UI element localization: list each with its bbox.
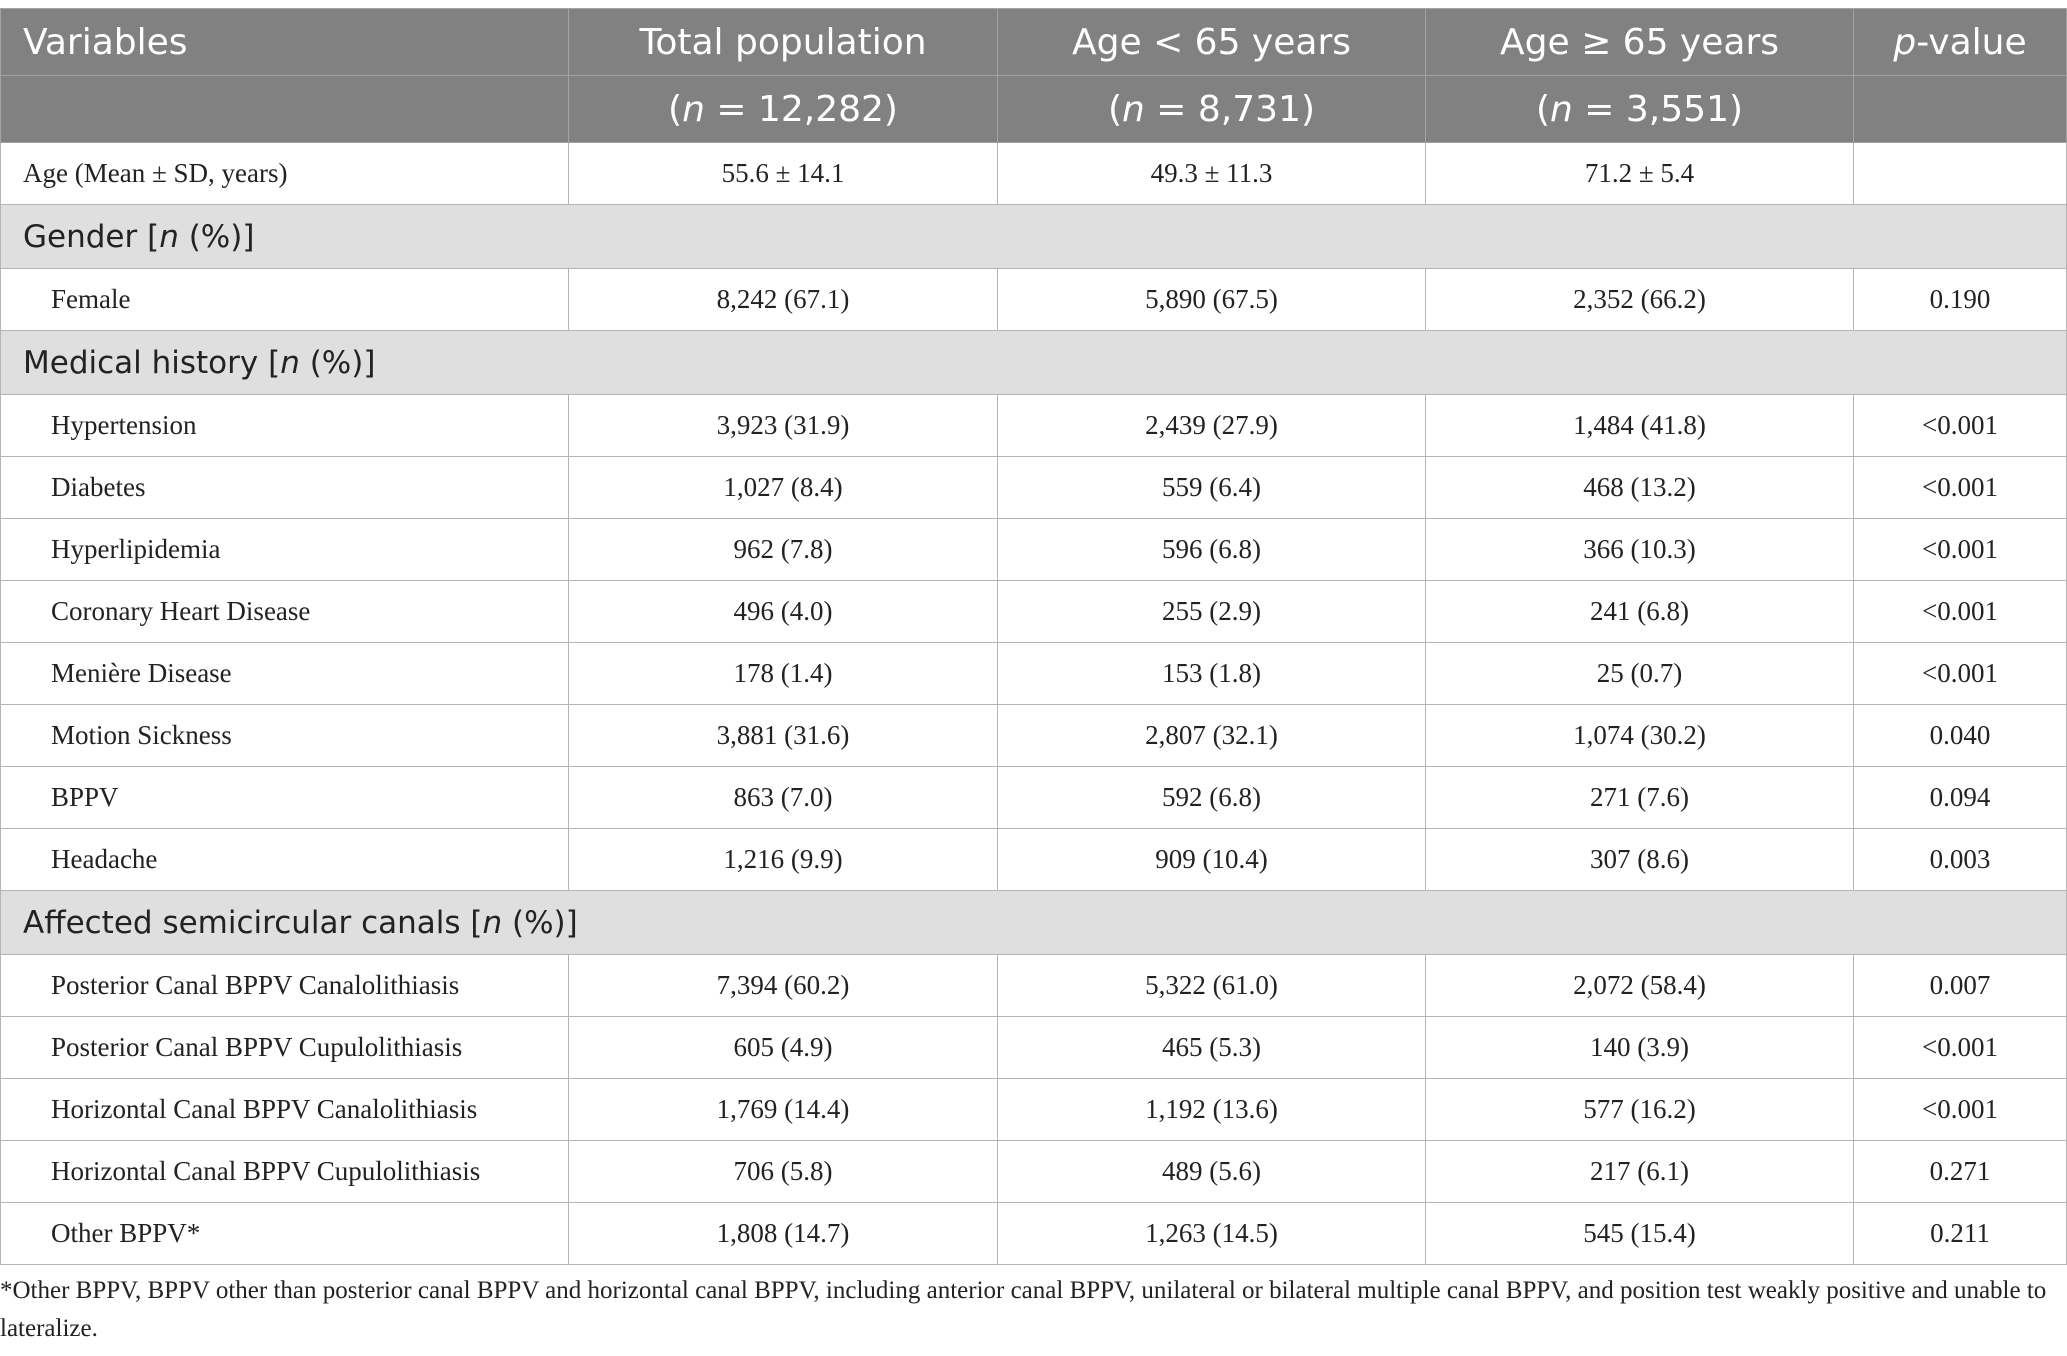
table-row [1, 643, 2067, 705]
cell-under65: 2,439 (27.9) [998, 395, 1426, 457]
table-row [1, 829, 2067, 891]
section-title-pre: Gender [ [23, 218, 160, 255]
cell-under65: 5,322 (61.0) [998, 955, 1426, 1017]
header-total: Total population [569, 9, 998, 76]
row-label: Hyperlipidemia [1, 519, 569, 581]
header-under65: Age < 65 years [998, 9, 1426, 76]
table-header [1, 9, 2067, 143]
cell-over65: 25 (0.7) [1426, 643, 1854, 705]
section-title-pre: Medical history [ [23, 344, 281, 381]
cell-total: 8,242 (67.1) [569, 269, 998, 331]
cell-over65: 1,484 (41.8) [1426, 395, 1854, 457]
cell-pvalue: <0.001 [1854, 581, 2067, 643]
row-label: Female [1, 269, 569, 331]
header-over65: Age ≥ 65 years [1426, 9, 1854, 76]
cell-total: 863 (7.0) [569, 767, 998, 829]
table-row [1, 269, 2067, 331]
cell-over65: 140 (3.9) [1426, 1017, 1854, 1079]
cell-under65: 489 (5.6) [998, 1141, 1426, 1203]
cell-total: 1,027 (8.4) [569, 457, 998, 519]
table-row [1, 705, 2067, 767]
cell-pvalue: 0.003 [1854, 829, 2067, 891]
cell-pvalue: <0.001 [1854, 1017, 2067, 1079]
cell-total: 3,923 (31.9) [569, 395, 998, 457]
table-row [1, 1079, 2067, 1141]
cell-under65: 1,263 (14.5) [998, 1203, 1426, 1265]
cell-total: 3,881 (31.6) [569, 705, 998, 767]
row-label: Hypertension [1, 395, 569, 457]
table-container [0, 8, 2067, 1265]
cell-over65: 307 (8.6) [1426, 829, 1854, 891]
cell-total: 962 (7.8) [569, 519, 998, 581]
cell-over65: 2,072 (58.4) [1426, 955, 1854, 1017]
header-row-2 [1, 76, 2067, 143]
table-row [1, 395, 2067, 457]
cell-pvalue: 0.211 [1854, 1203, 2067, 1265]
row-label: Horizontal Canal BPPV Cupulolithiasis [1, 1141, 569, 1203]
cell-under65: 596 (6.8) [998, 519, 1426, 581]
header-variables: Variables [1, 9, 569, 76]
row-label: Horizontal Canal BPPV Canalolithiasis [1, 1079, 569, 1141]
table-row [1, 955, 2067, 1017]
header-n-under65: (n = 8,731) [998, 76, 1426, 143]
row-label: Menière Disease [1, 643, 569, 705]
section-header [1, 891, 2067, 955]
row-label: Other BPPV* [1, 1203, 569, 1265]
cell-under65: 49.3 ± 11.3 [998, 143, 1426, 205]
row-label: Coronary Heart Disease [1, 581, 569, 643]
data-table [0, 8, 2067, 1265]
cell-total: 178 (1.4) [569, 643, 998, 705]
cell-under65: 2,807 (32.1) [998, 705, 1426, 767]
cell-pvalue [1854, 143, 2067, 205]
n-total-value: 12,282 [757, 88, 884, 130]
section-title-post: (%)] [178, 218, 255, 255]
header-n-total: (n = 12,282) [569, 76, 998, 143]
section-title-post: (%)] [502, 904, 578, 941]
cell-total: 1,216 (9.9) [569, 829, 998, 891]
cell-over65: 545 (15.4) [1426, 1203, 1854, 1265]
cell-pvalue: <0.001 [1854, 1079, 2067, 1141]
cell-under65: 592 (6.8) [998, 767, 1426, 829]
section-title: Affected semicircular canals [n (%)] [1, 891, 2067, 955]
cell-pvalue: <0.001 [1854, 457, 2067, 519]
section-title-post: (%)] [299, 344, 376, 381]
row-label: Diabetes [1, 457, 569, 519]
cell-under65: 559 (6.4) [998, 457, 1426, 519]
cell-pvalue: <0.001 [1854, 395, 2067, 457]
header-pvalue: p-value [1854, 9, 2067, 76]
cell-under65: 5,890 (67.5) [998, 269, 1426, 331]
cell-pvalue: 0.094 [1854, 767, 2067, 829]
cell-pvalue: 0.190 [1854, 269, 2067, 331]
section-header [1, 331, 2067, 395]
row-label: Posterior Canal BPPV Canalolithiasis [1, 955, 569, 1017]
table-row [1, 457, 2067, 519]
cell-total: 1,769 (14.4) [569, 1079, 998, 1141]
section-title-pre: Affected semicircular canals [ [23, 904, 483, 941]
cell-under65: 909 (10.4) [998, 829, 1426, 891]
section-title: Gender [n (%)] [1, 205, 2067, 269]
cell-pvalue: <0.001 [1854, 519, 2067, 581]
cell-pvalue: 0.007 [1854, 955, 2067, 1017]
cell-total: 496 (4.0) [569, 581, 998, 643]
n-over65-value: 3,551 [1625, 88, 1729, 130]
table-row [1, 1141, 2067, 1203]
cell-over65: 241 (6.8) [1426, 581, 1854, 643]
cell-under65: 153 (1.8) [998, 643, 1426, 705]
table-row [1, 519, 2067, 581]
cell-total: 7,394 (60.2) [569, 955, 998, 1017]
cell-pvalue: <0.001 [1854, 643, 2067, 705]
table-row [1, 767, 2067, 829]
cell-total: 55.6 ± 14.1 [569, 143, 998, 205]
row-label: Motion Sickness [1, 705, 569, 767]
cell-over65: 577 (16.2) [1426, 1079, 1854, 1141]
cell-over65: 217 (6.1) [1426, 1141, 1854, 1203]
row-label: Headache [1, 829, 569, 891]
header-empty-p [1854, 76, 2067, 143]
table-body [1, 143, 2067, 1265]
header-row-1 [1, 9, 2067, 76]
table-row [1, 1203, 2067, 1265]
header-n-over65: (n = 3,551) [1426, 76, 1854, 143]
cell-over65: 71.2 ± 5.4 [1426, 143, 1854, 205]
cell-total: 1,808 (14.7) [569, 1203, 998, 1265]
cell-over65: 2,352 (66.2) [1426, 269, 1854, 331]
cell-pvalue: 0.271 [1854, 1141, 2067, 1203]
cell-under65: 255 (2.9) [998, 581, 1426, 643]
n-under65-value: 8,731 [1197, 88, 1301, 130]
cell-over65: 366 (10.3) [1426, 519, 1854, 581]
section-header [1, 205, 2067, 269]
cell-under65: 465 (5.3) [998, 1017, 1426, 1079]
table-row [1, 143, 2067, 205]
table-row [1, 1017, 2067, 1079]
table-row [1, 581, 2067, 643]
header-empty [1, 76, 569, 143]
cell-over65: 468 (13.2) [1426, 457, 1854, 519]
cell-total: 706 (5.8) [569, 1141, 998, 1203]
cell-total: 605 (4.9) [569, 1017, 998, 1079]
section-title: Medical history [n (%)] [1, 331, 2067, 395]
cell-pvalue: 0.040 [1854, 705, 2067, 767]
cell-under65: 1,192 (13.6) [998, 1079, 1426, 1141]
row-label: BPPV [1, 767, 569, 829]
footnote: *Other BPPV, BPPV other than posterior canal BPPV and horizontal canal BPPV, including anterior canal BPPV, unilateral or bilateral multiple canal BPPV, and position test weakly positive and unable to lateralize. [0, 1277, 2047, 1342]
cell-over65: 271 (7.6) [1426, 767, 1854, 829]
row-label: Age (Mean ± SD, years) [1, 143, 569, 205]
cell-over65: 1,074 (30.2) [1426, 705, 1854, 767]
row-label: Posterior Canal BPPV Cupulolithiasis [1, 1017, 569, 1079]
